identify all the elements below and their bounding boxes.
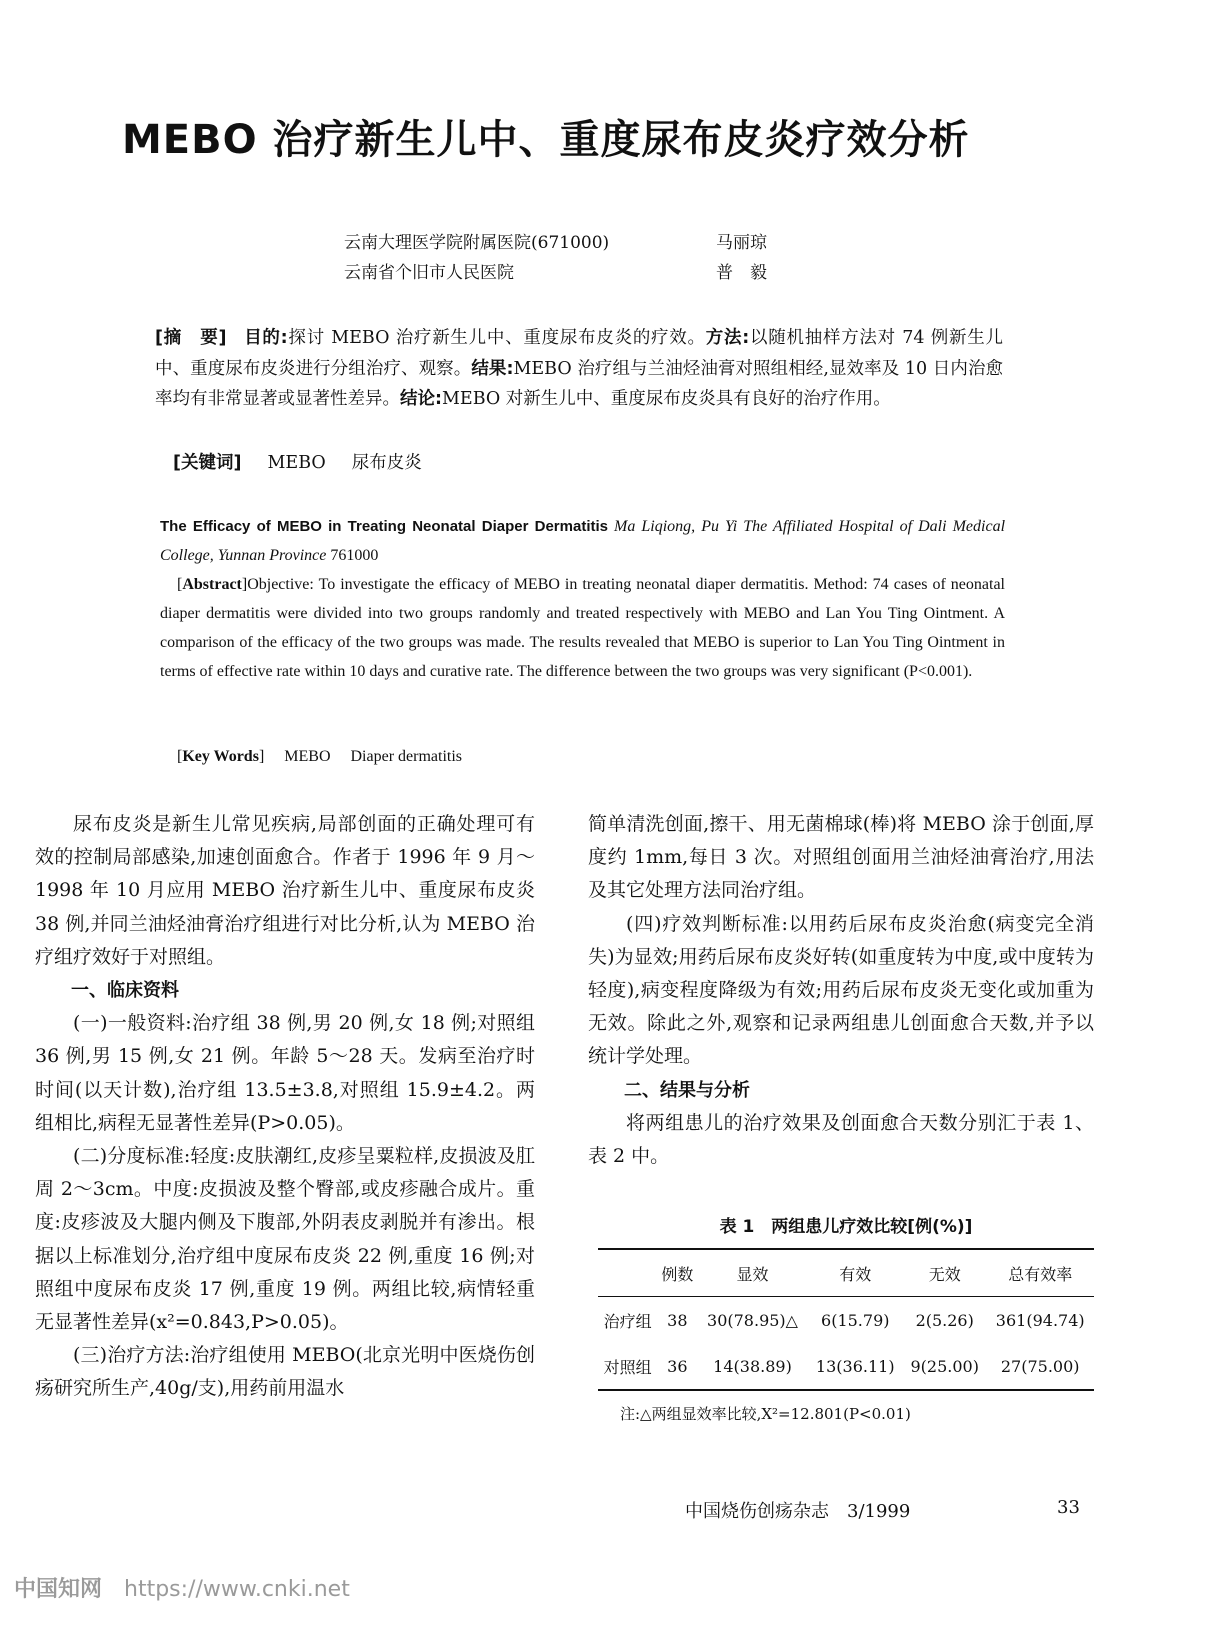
table-caption: 表 1 两组患儿疗效比较[例(%)] [719, 1217, 973, 1237]
english-byline: Ma Liqiong, Pu Yi The Affiliated Hospital of Dali Medical College, Yunnan Province [160, 518, 1006, 564]
table-cell: 361(94.74) [995, 1310, 1085, 1330]
method-label: 方法: [705, 328, 750, 348]
table-cell: 38 [667, 1310, 688, 1330]
english-abstract-label: Abstract [182, 576, 242, 593]
objective-label: 目的: [243, 328, 288, 348]
journal-footer: 中国烧伤创疡杂志 3/1999 [685, 1501, 911, 1522]
result-label: 结果: [471, 358, 514, 379]
abstract-label: [摘 要] [155, 328, 227, 348]
paragraph: 简单清洗创面,擦干、用无菌棉球(棒)将 MEBO 涂于创面,厚度约 1mm,每日 3 次。对照组创面用兰油烃油膏治疗,用法及其它处理方法同治疗组。 [588, 813, 1094, 902]
table-header-cell: 例数 [657, 1249, 697, 1297]
table-header-cell: 无效 [903, 1249, 986, 1297]
keyword: Diaper dermatitis [350, 748, 463, 765]
watermark-url: https://www.cnki.net [124, 1577, 350, 1602]
english-title: The Efficacy of MEBO in Treating Neonatal Diaper Dermatitis [160, 518, 608, 535]
author-affiliations [344, 228, 864, 288]
result-text: MEBO 治疗组与兰油烃油膏对照组相经,显效率及 10 日内治愈率均有非常显著或显著性差异。 [155, 358, 1004, 409]
table-cell: 对照组 [598, 1343, 657, 1390]
affiliation-row [344, 258, 864, 288]
table-cell: 2(5.26) [915, 1310, 974, 1330]
table-cell: 6(15.79) [821, 1310, 890, 1330]
abstract-chinese [155, 323, 1003, 415]
page-number: 33 [1057, 1497, 1080, 1518]
paragraph: 尿布皮炎是新生儿常见疾病,局部创面的正确处理可有效的控制局部感染,加速创面愈合。作者于 1996 年 9 月～1998 年 10 月应用 MEBO 治疗新生儿中、重度尿布皮炎 38 例,并同兰油烃油膏治疗组进行对比分析,认为 MEBO 治疗组疗效好于对照组。 [35, 813, 535, 968]
method-text: 以随机抽样方法对 74 例新生儿中、重度尿布皮炎进行分组治疗、观察。 [155, 328, 1003, 379]
table-cell: 30(78.95)△ [707, 1310, 798, 1330]
affiliation: 云南大理医学院附属医院(671000) [344, 233, 610, 253]
results-table [598, 1212, 1094, 1424]
objective-text: 探讨 MEBO 治疗新生儿中、重度尿布皮炎的疗效。 [287, 328, 706, 348]
table-row [598, 1297, 1094, 1344]
table-note: 注:△两组显效率比较,X²=12.801(P<0.01) [620, 1405, 911, 1423]
conclusion-text: MEBO 对新生儿中、重度尿布皮炎具有良好的治疗作用。 [442, 389, 891, 409]
keyword: 尿布皮炎 [351, 453, 422, 473]
table-header-row [598, 1249, 1094, 1297]
body-right-column [588, 808, 1094, 1173]
postcode: 761000 [330, 547, 379, 564]
english-abstract: The Efficacy of MEBO in Treating Neonatal Diaper Dermatitis Ma Liqiong, Pu Yi The Affiliated Hospital of Dali Medical College, Yunnan Province 761000 [Abstract]Objective: To investigate the efficacy of MEBO in treating neonatal diaper dermatitis. Method: 74 cases of neonatal diaper dermatitis were divided into two groups randomly and treated respectively with MEBO and Lan You Ting Ointment. A comparison of the efficacy of the two groups was made. The results revealed that MEBO is superior to Lan You Ting Ointment in terms of effective rate within 10 days and curative rate. The difference between the two groups was very significant (P<0.001). [160, 518, 1006, 680]
cnki-logo: 中国知网 [14, 1577, 103, 1602]
conclusion-label: 结论: [400, 389, 442, 409]
watermark [14, 1572, 350, 1603]
table-header-cell: 总有效率 [986, 1249, 1094, 1297]
table-cell: 27(75.00) [986, 1343, 1094, 1390]
keyword: MEBO [284, 748, 331, 765]
author-name: 马丽琼 [716, 233, 767, 253]
keyword: MEBO [267, 453, 326, 473]
keywords-label: [关键词] [173, 453, 242, 473]
paragraph: (四)疗效判断标准:以用药后尿布皮炎治愈(病变完全消失)为显效;用药后尿布皮炎好转(如重度转为中度,或中度转为轻度),病变程度降级为有效;用药后尿布皮炎无变化或加重为无效。除此之外,观察和记录两组患儿创面愈合天数,并予以统计学处理。 [588, 912, 1094, 1068]
keywords-english: [Key Words] MEBO Diaper dermatitis [177, 748, 463, 765]
paragraph: 将两组患儿的治疗效果及创面愈合天数分别汇于表 1、表 2 中。 [588, 1111, 1094, 1168]
keywords-chinese [173, 449, 422, 474]
table-cell: 14(38.89) [697, 1343, 807, 1390]
table-header-cell [598, 1249, 657, 1297]
affiliation: 云南省个旧市人民医院 [344, 263, 514, 283]
body-left-column [35, 808, 535, 1406]
table-header-cell: 显效 [697, 1249, 807, 1297]
affiliation-row [344, 228, 864, 258]
table-cell: 9(25.00) [903, 1343, 986, 1390]
table-cell: 13(36.11) [808, 1343, 903, 1390]
article-title: MEBO 治疗新生儿中、重度尿布皮炎疗效分析 [122, 117, 970, 163]
section-heading: 一、临床资料 [71, 980, 179, 1002]
paragraph: (二)分度标准:轻度:皮肤潮红,皮疹呈粟粒样,皮损波及肛周 2～3cm。中度:皮损波及整个臀部,或皮疹融合成片。重度:皮疹波及大腿内侧及下腹部,外阴表皮剥脱并有渗出。根据以上标准划分,治疗组中度尿布皮炎 22 例,重度 16 例;对照组中度尿布皮炎 17 例,重度 19 例。两组比较,病情轻重无显著性差异(x²=0.843,P>0.05)。 [35, 1145, 535, 1334]
table-cell: 36 [657, 1343, 697, 1390]
paragraph: (三)治疗方法:治疗组使用 MEBO(北京光明中医烧伤创疡研究所生产,40g/支),用药前用温水 [35, 1344, 535, 1400]
efficacy-table [598, 1248, 1094, 1391]
english-keywords-label: Key Words [182, 748, 259, 765]
section-heading: 二、结果与分析 [624, 1079, 750, 1101]
table-cell: 治疗组 [603, 1311, 652, 1331]
table-row [598, 1343, 1094, 1390]
english-abstract-text: Objective: To investigate the efficacy of MEBO in treating neonatal diaper dermatitis. Method: 74 cases of neonatal diaper dermatitis were divided into two groups randomly and treated respectively with MEBO and Lan You Ting Ointment. A comparison of the efficacy of the two groups was made. The results revealed that MEBO is superior to Lan You Ting Ointment in terms of effective rate within 10 days and curative rate. The difference between the two groups was very significant (P<0.001). [160, 576, 1005, 680]
paragraph: (一)一般资料:治疗组 38 例,男 20 例,女 18 例;对照组 36 例,男 15 例,女 21 例。年龄 5～28 天。发病至治疗时时间(以天计数),治疗组 13.5±3.8,对照组 15.9±4.2。两组相比,病程无显著性差异(P>0.05)。 [35, 1012, 535, 1134]
author-name: 普 毅 [716, 263, 767, 283]
table-header-cell: 有效 [808, 1249, 903, 1297]
